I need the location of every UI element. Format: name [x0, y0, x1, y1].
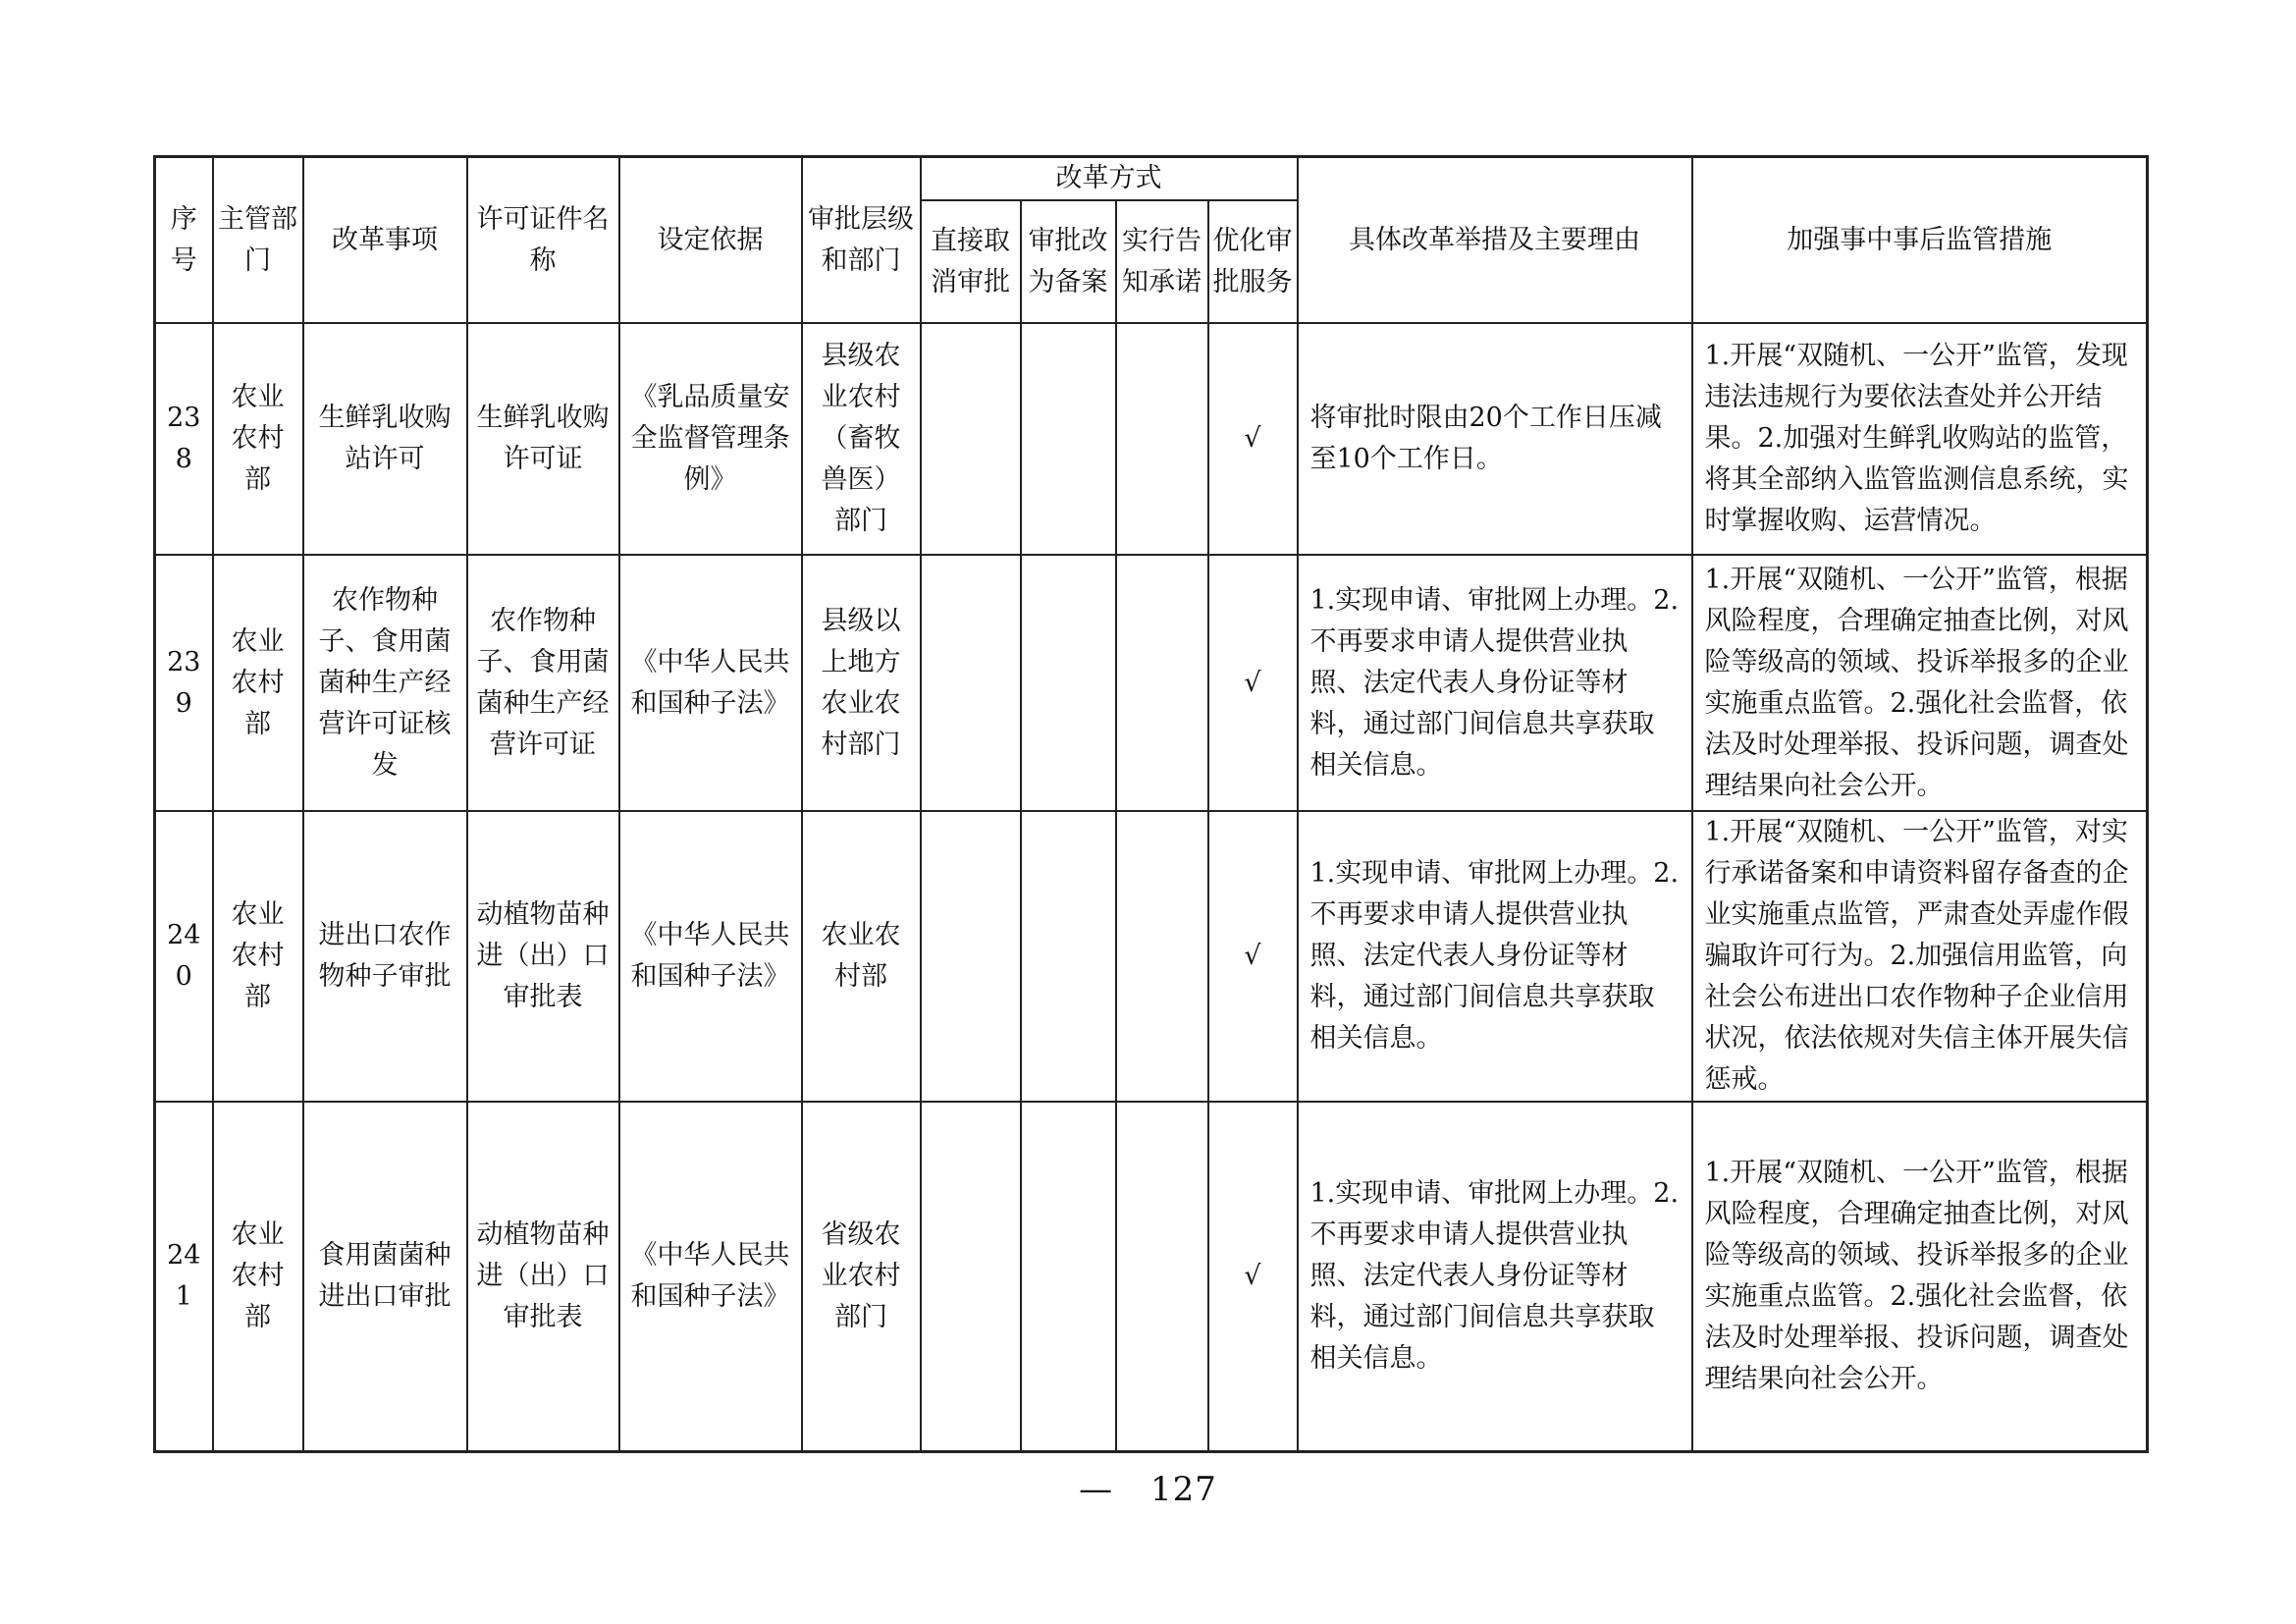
cell-index: 240: [155, 811, 213, 1102]
cell-basis: 《中华人民共和国种子法》: [619, 1102, 802, 1451]
table-row: [155, 323, 2148, 555]
cell-record: [1021, 323, 1116, 555]
header-reform-item: 改革事项: [303, 157, 467, 324]
header-approval-level: 审批层级和部门: [802, 157, 921, 324]
cell-basis: 《中华人民共和国种子法》: [619, 811, 802, 1102]
cell-license-name: 动植物苗种进（出）口审批表: [467, 1102, 619, 1451]
check-mark-icon: √: [1208, 811, 1298, 1102]
cell-department: 农业农村部: [213, 323, 303, 555]
cell-reform-item: 生鲜乳收购站许可: [303, 323, 467, 555]
cell-supervision: 1.开展“双随机、一公开”监管，根据风险程度，合理确定抽查比例，对风险等级高的领域、投诉举报多的企业实施重点监管。2.强化社会监督，依法及时处理举报、投诉问题，调查处理结果向社会公开。: [1692, 1102, 2148, 1451]
cell-license-name: 动植物苗种进（出）口审批表: [467, 811, 619, 1102]
cell-license-name: 农作物种子、食用菌菌种生产经营许可证: [467, 555, 619, 811]
cell-record: [1021, 1102, 1116, 1451]
cell-index: 239: [155, 555, 213, 811]
cell-reform-item: 食用菌菌种进出口审批: [303, 1102, 467, 1451]
cell-department: 农业农村部: [213, 811, 303, 1102]
header-department: 主管部门: [213, 157, 303, 324]
cell-index: 241: [155, 1102, 213, 1451]
check-mark-icon: √: [1208, 323, 1298, 555]
cell-reform-item: 进出口农作物种子审批: [303, 811, 467, 1102]
header-row-top: [155, 157, 2148, 201]
cell-license-name: 生鲜乳收购许可证: [467, 323, 619, 555]
cell-supervision: 1.开展“双随机、一公开”监管，根据风险程度，合理确定抽查比例，对风险等级高的领域、投诉举报多的企业实施重点监管。2.强化社会监督，依法及时处理举报、投诉问题，调查处理结果向社会公开。: [1692, 555, 2148, 811]
table-row: [155, 555, 2148, 811]
cell-measures: 1.实现申请、审批网上办理。2.不再要求申请人提供营业执照、法定代表人身份证等材料，通过部门间信息共享获取相关信息。: [1298, 555, 1692, 811]
cell-approval-level: 县级以上地方农业农村部门: [802, 555, 921, 811]
header-reform-method: 改革方式: [921, 157, 1298, 201]
cell-department: 农业农村部: [213, 1102, 303, 1451]
cell-department: 农业农村部: [213, 555, 303, 811]
reform-table: [153, 155, 2149, 1453]
cell-commitment: [1116, 811, 1208, 1102]
cell-cancel: [921, 1102, 1021, 1451]
cell-measures: 1.实现申请、审批网上办理。2.不再要求申请人提供营业执照、法定代表人身份证等材料，通过部门间信息共享获取相关信息。: [1298, 1102, 1692, 1451]
header-record: 审批改为备案: [1021, 200, 1116, 323]
header-index: 序号: [155, 157, 213, 324]
cell-approval-level: 农业农村部: [802, 811, 921, 1102]
page-footer: [0, 1470, 2296, 1509]
cell-measures: 将审批时限由20个工作日压减至10个工作日。: [1298, 323, 1692, 555]
cell-index: 238: [155, 323, 213, 555]
table-row: [155, 1102, 2148, 1451]
header-basis: 设定依据: [619, 157, 802, 324]
check-mark-icon: √: [1208, 1102, 1298, 1451]
check-mark-icon: √: [1208, 555, 1298, 811]
cell-commitment: [1116, 1102, 1208, 1451]
cell-reform-item: 农作物种子、食用菌菌种生产经营许可证核发: [303, 555, 467, 811]
cell-record: [1021, 811, 1116, 1102]
cell-supervision: 1.开展“双随机、一公开”监管，对实行承诺备案和申请资料留存备查的企业实施重点监管，严肃查处弄虚作假骗取许可行为。2.加强信用监管，向社会公布进出口农作物种子企业信用状况，依法依规对失信主体开展失信惩戒。: [1692, 811, 2148, 1102]
header-license-name: 许可证件名称: [467, 157, 619, 324]
header-supervision: 加强事中事后监管措施: [1692, 157, 2148, 324]
cell-commitment: [1116, 555, 1208, 811]
header-optimize: 优化审批服务: [1208, 200, 1298, 323]
header-measures: 具体改革举措及主要理由: [1298, 157, 1692, 324]
footer-dash: —: [1079, 1470, 1114, 1509]
cell-commitment: [1116, 323, 1208, 555]
cell-cancel: [921, 323, 1021, 555]
cell-cancel: [921, 811, 1021, 1102]
cell-measures: 1.实现申请、审批网上办理。2.不再要求申请人提供营业执照、法定代表人身份证等材料，通过部门间信息共享获取相关信息。: [1298, 811, 1692, 1102]
cell-basis: 《乳品质量安全监督管理条例》: [619, 323, 802, 555]
cell-approval-level: 县级农业农村（畜牧兽医）部门: [802, 323, 921, 555]
table-row: [155, 811, 2148, 1102]
cell-record: [1021, 555, 1116, 811]
cell-cancel: [921, 555, 1021, 811]
cell-supervision: 1.开展“双随机、一公开”监管，发现违法违规行为要依法查处并公开结果。2.加强对生鲜乳收购站的监管，将其全部纳入监管监测信息系统，实时掌握收购、运营情况。: [1692, 323, 2148, 555]
page-number: 127: [1149, 1470, 1217, 1509]
cell-approval-level: 省级农业农村部门: [802, 1102, 921, 1451]
header-cancel: 直接取消审批: [921, 200, 1021, 323]
header-commitment: 实行告知承诺: [1116, 200, 1208, 323]
cell-basis: 《中华人民共和国种子法》: [619, 555, 802, 811]
